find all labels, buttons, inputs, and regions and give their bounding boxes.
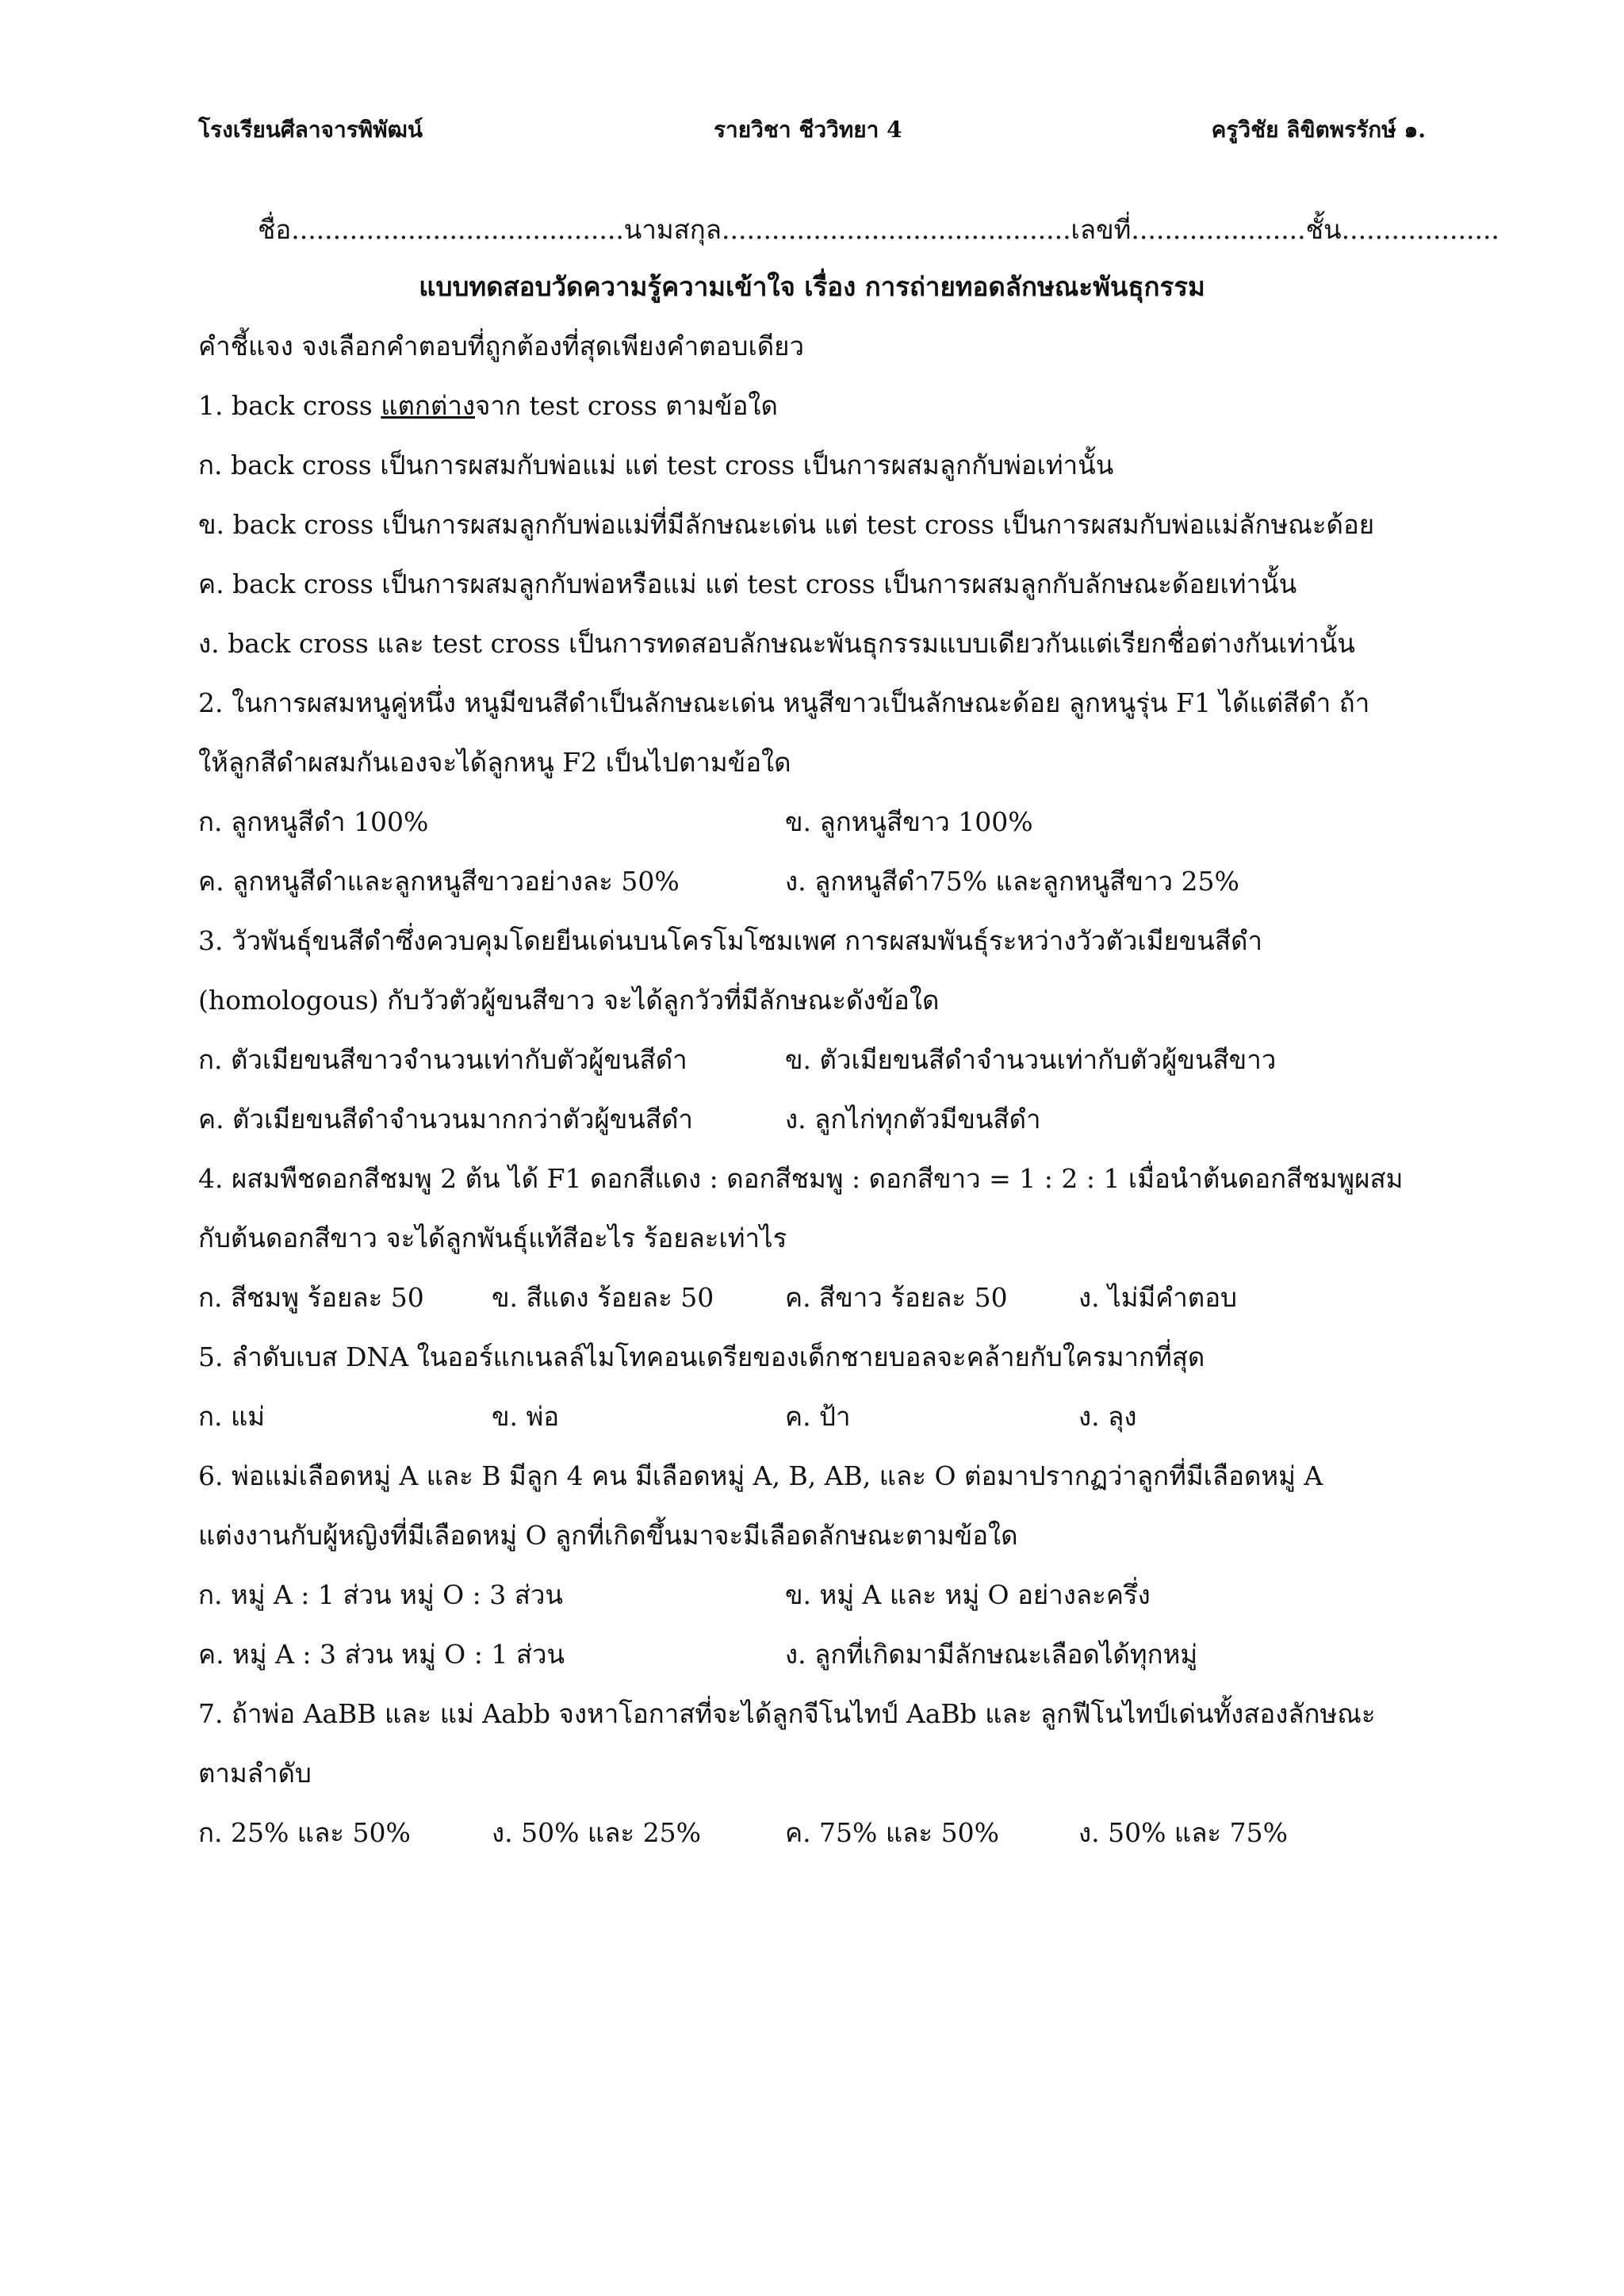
q7-option-d: ง. 50% และ 75% <box>1078 1817 1288 1848</box>
teacher-name: ครูวิชัย ลิขิตพรรักษ์ ๑. <box>1211 117 1426 143</box>
q5-option-d: ง. ลุง <box>1078 1401 1137 1432</box>
q4-option-d: ง. ไม่มีคำตอบ <box>1078 1282 1237 1313</box>
q3-option-d: ง. ลูกไก่ทุกตัวมีขนสีดำ <box>785 1104 1041 1135</box>
q1-option-a: ก. back cross เป็นการผสมกับพ่อแม่ แต่ test cross เป็นการผสมลูกกับพ่อเท่านั้น <box>198 450 1114 480</box>
q7-option-b: ง. 50% และ 25% <box>492 1817 701 1848</box>
q2-option-c: ค. ลูกหนูสีดำและลูกหนูสีขาวอย่างละ 50% <box>198 866 680 897</box>
page-header <box>198 113 1426 152</box>
question-6-line-2: แต่งงานกับผู้หญิงที่มีเลือดหมู่ O ลูกที่เกิดขึ้นมาจะมีเลือดลักษณะตามข้อใด <box>198 1520 1018 1551</box>
q3-option-c: ค. ตัวเมียขนสีดำจำนวนมากกว่าตัวผู้ขนสีดำ <box>198 1104 693 1135</box>
q6-option-b: ข. หมู่ A และ หมู่ O อย่างละครึ่ง <box>785 1579 1151 1610</box>
question-7-line-2: ตามลำดับ <box>198 1758 312 1789</box>
q5-option-c: ค. ป้า <box>785 1401 851 1432</box>
q6-option-d: ง. ลูกที่เกิดมามีลักษณะเลือดได้ทุกหมู่ <box>785 1639 1198 1670</box>
question-6-line-1: 6. พ่อแม่เลือดหมู่ A และ B มีลูก 4 คน มีเลือดหมู่ A, B, AB, และ O ต่อมาปรากฏว่าลูกที่มีเลือดหมู่ A <box>198 1460 1323 1491</box>
q2-option-a: ก. ลูกหนูสีดำ 100% <box>198 806 429 837</box>
question-2-line-1: 2. ในการผสมหนูคู่หนึ่ง หนูมีขนสีดำเป็นลักษณะเด่น หนูสีขาวเป็นลักษณะด้อย ลูกหนูรุ่น F1 ได้แต่สีดำ ถ้า <box>198 687 1370 718</box>
q6-option-a: ก. หมู่ A : 1 ส่วน หมู่ O : 3 ส่วน <box>198 1579 563 1610</box>
question-3-line-2: (homologous) กับวัวตัวผู้ขนสีขาว จะได้ลูกวัวที่มีลักษณะดังข้อใด <box>198 985 940 1016</box>
question-4-line-2: กับต้นดอกสีขาว จะได้ลูกพันธุ์แท้สีอะไร ร้อยละเท่าไร <box>198 1223 787 1253</box>
student-info-line: ชื่อ........................................นามสกุล..........................................เลขที่.....................ชั้น................... <box>258 214 1500 245</box>
q3-option-b: ข. ตัวเมียขนสีดำจำนวนเท่ากับตัวผู้ขนสีขาว <box>785 1044 1277 1075</box>
q1-option-b: ข. back cross เป็นการผสมลูกกับพ่อแม่ที่มีลักษณะเด่น แต่ test cross เป็นการผสมกับพ่อแม่ลักษณะด้อย <box>198 509 1375 540</box>
instruction: คำชี้แจง จงเลือกคำตอบที่ถูกต้องที่สุดเพียงคำตอบเดียว <box>198 331 805 362</box>
q4-option-b: ข. สีแดง ร้อยละ 50 <box>492 1282 714 1313</box>
q4-option-c: ค. สีขาว ร้อยละ 50 <box>785 1282 1008 1313</box>
q4-option-a: ก. สีชมพู ร้อยละ 50 <box>198 1282 424 1313</box>
q1-option-c: ค. back cross เป็นการผสมลูกกับพ่อหรือแม่ แต่ test cross เป็นการผสมลูกกับลักษณะด้อยเท่านั้น <box>198 568 1297 599</box>
q5-option-a: ก. แม่ <box>198 1401 265 1432</box>
question-7-line-1: 7. ถ้าพ่อ AaBB และ แม่ Aabb จงหาโอกาสที่จะได้ลูกจีโนไทป์ AaBb และ ลูกฟีโนไทป์เด่นทั้งสองลักษณะ <box>198 1698 1376 1729</box>
question-4-line-1: 4. ผสมพืชดอกสีชมพู 2 ต้น ได้ F1 ดอกสีแดง : ดอกสีชมพู : ดอกสีขาว = 1 : 2 : 1 เมื่อนำต้นดอกสีชมพูผสม <box>198 1163 1404 1194</box>
q2-option-b: ข. ลูกหนูสีขาว 100% <box>785 806 1033 837</box>
q5-option-b: ข. พ่อ <box>492 1401 560 1432</box>
q7-option-c: ค. 75% และ 50% <box>785 1817 999 1848</box>
subject-name: รายวิชา ชีววิทยา 4 <box>714 117 902 143</box>
underlined-word: แตกต่าง <box>381 390 475 421</box>
question-2-line-2: ให้ลูกสีดำผสมกันเองจะได้ลูกหนู F2 เป็นไปตามข้อใด <box>198 747 791 778</box>
question-3-line-1: 3. วัวพันธุ์ขนสีดำซึ่งควบคุมโดยยีนเด่นบนโครโมโซมเพศ การผสมพันธุ์ระหว่างวัวตัวเมียขนสีดำ <box>198 925 1263 956</box>
q7-option-a: ก. 25% และ 50% <box>198 1817 411 1848</box>
question-1: 1. back cross แตกต่างจาก test cross ตามข้อใด <box>198 390 778 421</box>
q6-option-c: ค. หมู่ A : 3 ส่วน หมู่ O : 1 ส่วน <box>198 1639 565 1670</box>
q3-option-a: ก. ตัวเมียขนสีขาวจำนวนเท่ากับตัวผู้ขนสีดำ <box>198 1044 688 1075</box>
school-name: โรงเรียนศีลาจารพิพัฒน์ <box>198 117 423 143</box>
q1-option-d: ง. back cross และ test cross เป็นการทดสอบลักษณะพันธุกรรมแบบเดียวกันแต่เรียกชื่อต่างกันเท่านั้น <box>198 628 1355 659</box>
question-5: 5. ลำดับเบส DNA ในออร์แกเนลล์ไมโทคอนเดรียของเด็กชายบอลจะคล้ายกับใครมากที่สุด <box>198 1341 1205 1372</box>
q2-option-d: ง. ลูกหนูสีดำ75% และลูกหนูสีขาว 25% <box>785 866 1239 897</box>
exam-title: แบบทดสอบวัดความรู้ความเข้าใจ เรื่อง การถ่ายทอดลักษณะพันธุกรรม <box>419 271 1205 302</box>
